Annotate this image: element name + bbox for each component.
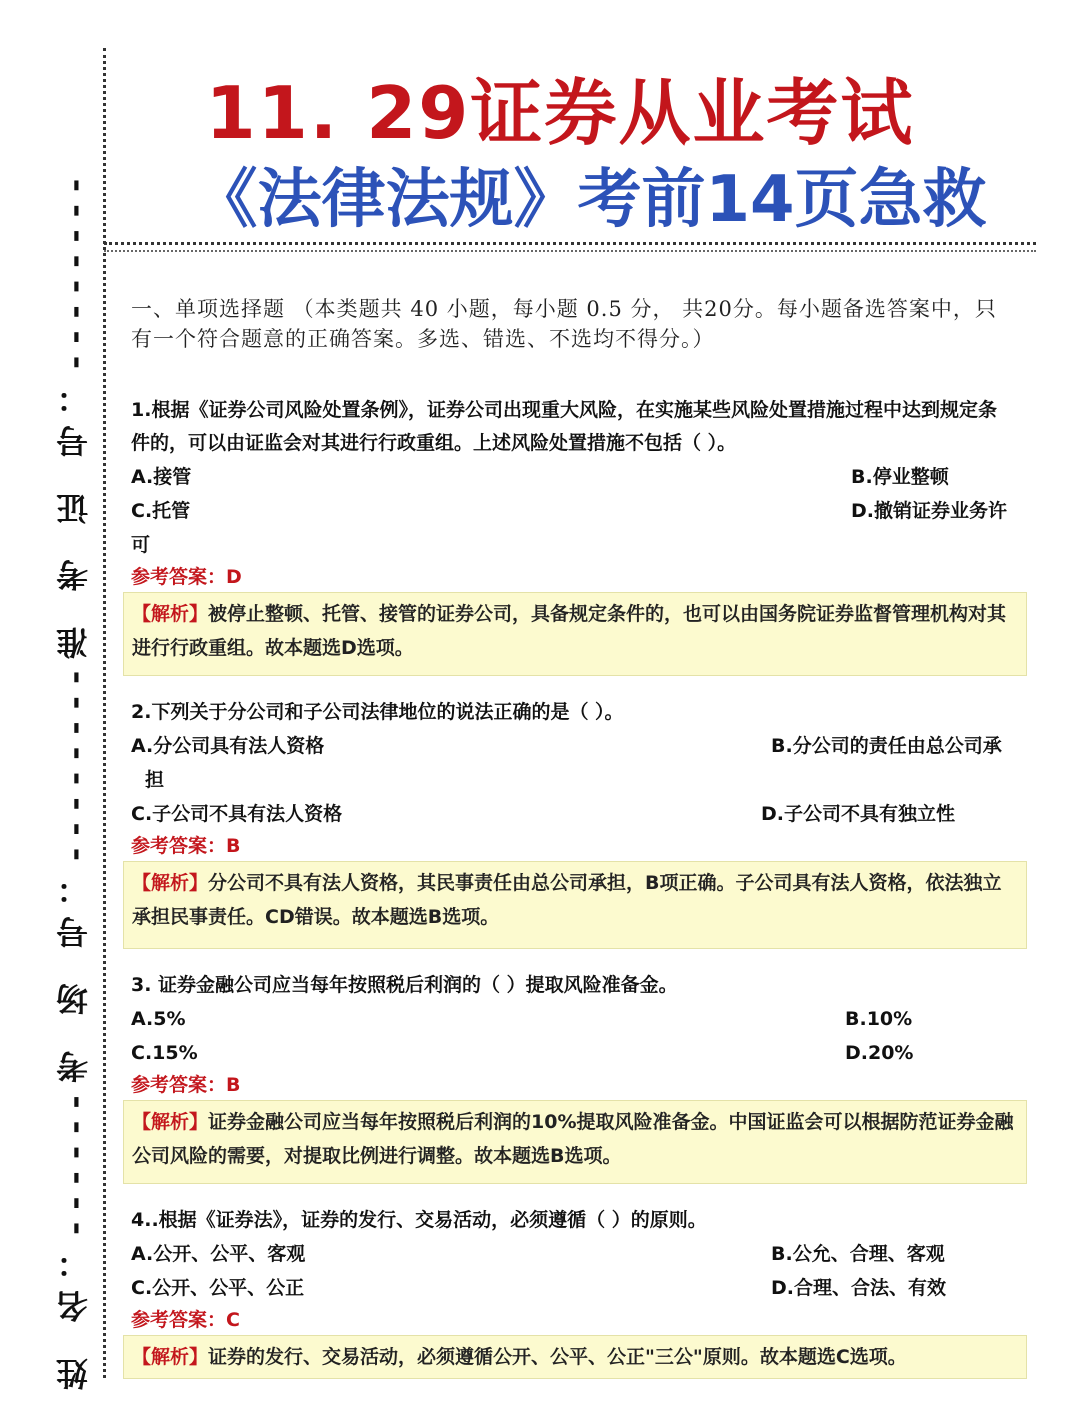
analysis-text: 证券金融公司应当每年按照税后利润的10%提取风险准备金。中国证监会可以根据防范证券金融公司风险的需要，对提取比例进行调整。故本题选B选项。 [132,1111,1014,1167]
options-row [131,729,1011,763]
option-d: D.合理、合法、有效 [771,1277,946,1299]
title-line-1: 11. 29证券从业考试 [205,71,915,155]
answer: 参考答案：B [131,835,241,857]
question-1 [131,394,1011,676]
option-a: A.接管 [131,466,192,488]
analysis-text: 被停止整顿、托管、接管的证券公司，具备规定条件的，也可以由国务院证券监督管理机构对其进行行政重组。故本题选D选项。 [132,603,1007,659]
question-section [131,294,1014,1399]
question-2 [131,696,1011,949]
analysis-text: 分公司不具有法人资格，其民事责任由总公司承担，B项正确。子公司具有法人资格，依法独立承担民事责任。CD错误。故本题选B选项。 [132,872,1002,928]
answer: 参考答案：B [131,1074,241,1096]
question-text: 4..根据《证券法》，证券的发行、交易活动，必须遵循（ ）的原则。 [131,1209,707,1231]
options-row [131,460,1011,494]
option-d-continued: 可 [131,534,151,556]
analysis-tag: 【解析】 [132,1346,209,1368]
analysis-tag: 【解析】 [132,872,209,894]
binding-info [50,166,98,1390]
options-row [131,1036,1011,1070]
analysis-box [123,1335,1027,1379]
question-3 [131,969,1014,1184]
option-b: B.分公司的责任由总公司承 [771,735,1002,757]
analysis-tag: 【解析】 [132,603,209,625]
header-divider-secondary [104,250,1036,252]
options-row [131,1237,1011,1271]
question-text: 1.根据《证券公司风险处置条例》，证券公司出现重大风险，在实施某些风险处置措施过程中达到规定条件的，可以由证监会对其进行行政重组。上述风险处置措施不包括（ ）。 [131,399,997,454]
answer: 参考答案：D [131,566,242,588]
question-text: 3. 证券金融公司应当每年按照税后利润的（ ）提取风险准备金。 [131,974,678,996]
option-d: D.撤销证券业务许 [851,500,1007,522]
name-blank: ------ [55,1083,93,1235]
option-b-continued: 担 [145,769,165,791]
option-b: B.10% [845,1008,913,1030]
option-c: C.托管 [131,500,191,522]
option-d: D.20% [845,1042,914,1064]
options-row [131,1271,1011,1305]
room-blank: -------- [55,658,93,861]
option-c: C.公开、公平、公正 [131,1277,305,1299]
binding-dotted-line [103,48,106,1378]
section-intro: 一、单项选择题 （本类题共 40 小题，每小题 0.5 分， 共20分。每小题备选答案中，只有一个符合题意的正确答案。多选、错选、不选均不得分。） [131,297,997,351]
options-row [131,494,1011,528]
analysis-text: 证券的发行、交易活动，必须遵循公开、公平、公正"三公"原则。故本题选C选项。 [208,1346,907,1368]
option-a: A.公开、公平、客观 [131,1243,306,1265]
question-text: 2.下列关于分公司和子公司法律地位的说法正确的是（ ）。 [131,701,624,723]
ticket-blank: -------- [55,166,93,370]
option-d: D.子公司不具有独立性 [761,803,955,825]
options-row [131,1002,1011,1036]
analysis-box [123,592,1027,676]
room-label: 考 场 号： [55,860,93,1084]
analysis-tag: 【解析】 [132,1111,209,1133]
title-line-2: 《法律法规》考前14页急救 [193,163,987,237]
options-row [131,797,1011,831]
ticket-label: 准 考 证 号： [55,369,93,659]
name-label: 姓 名： [55,1234,93,1390]
answer: 参考答案：C [131,1309,240,1331]
option-b: B.停业整顿 [851,466,949,488]
option-b: B.公允、合理、客观 [771,1243,945,1265]
option-c: C.子公司不具有法人资格 [131,803,343,825]
analysis-box [123,861,1027,949]
header-divider [104,242,1036,245]
option-a: A.分公司具有法人资格 [131,735,325,757]
analysis-box [123,1100,1027,1184]
option-a: A.5% [131,1008,186,1030]
question-4 [131,1204,1011,1379]
option-c: C.15% [131,1042,198,1064]
